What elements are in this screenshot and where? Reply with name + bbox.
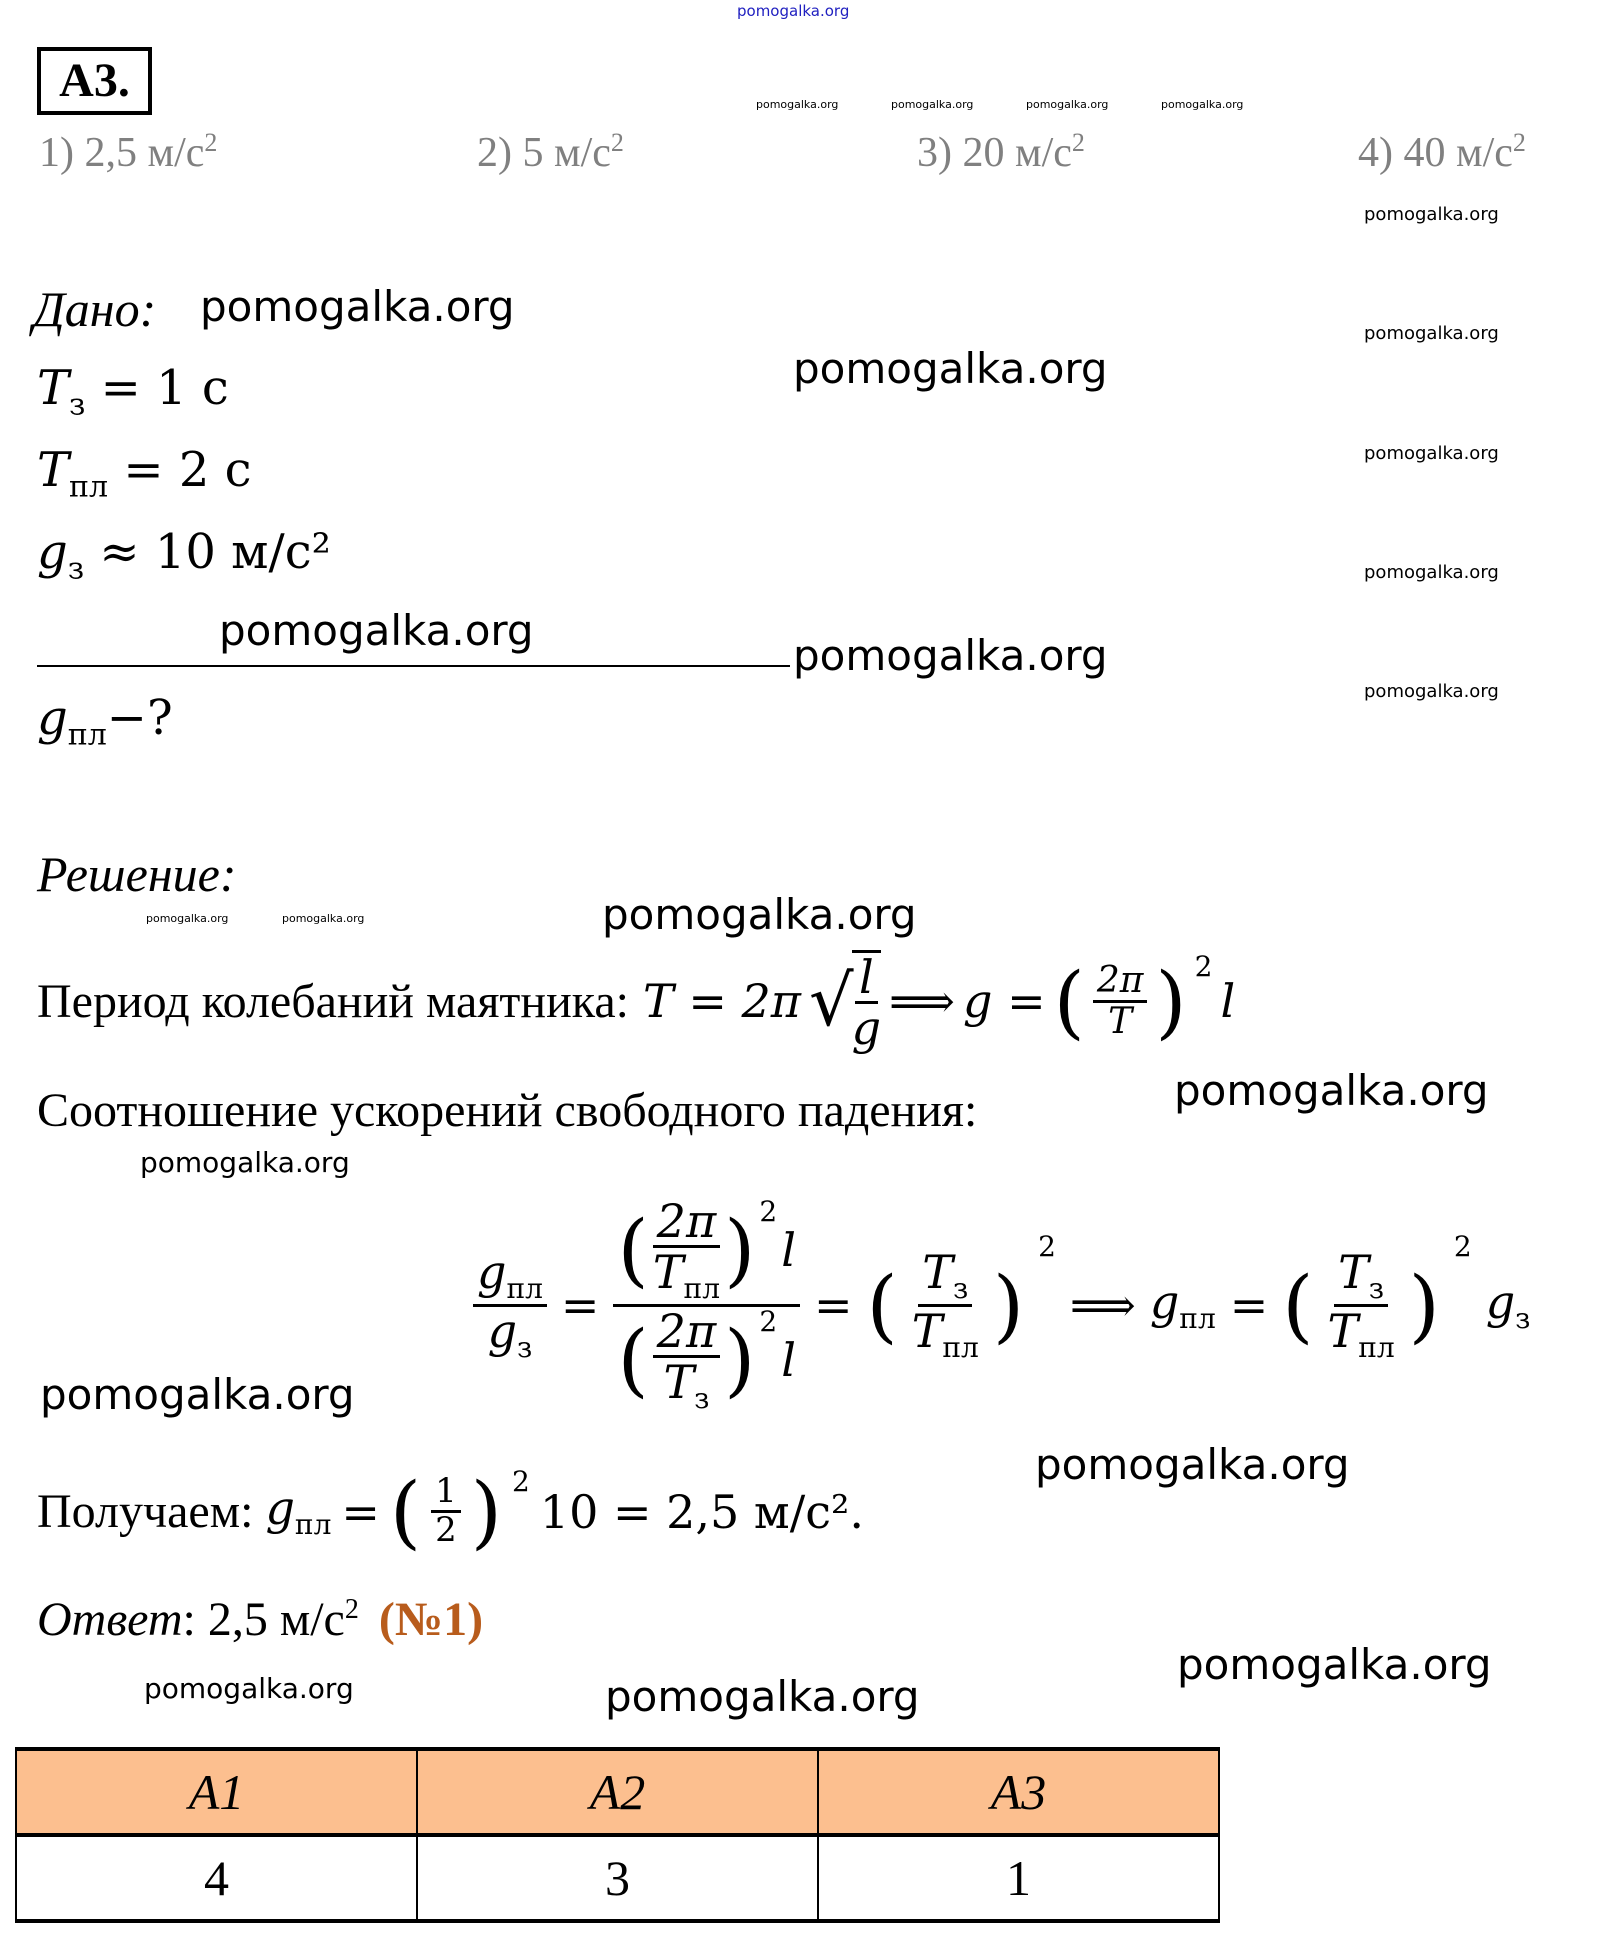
den — [652, 1244, 720, 1306]
find-line — [37, 690, 173, 753]
sub: з — [517, 1330, 533, 1364]
paren: ( — [866, 1258, 898, 1352]
formula-tail: l — [1220, 974, 1236, 1029]
answer-ref: (№1) — [378, 1593, 484, 1646]
result-label: Получаем: — [37, 1485, 254, 1538]
num — [918, 1244, 972, 1307]
paren: ) — [1408, 1258, 1440, 1352]
watermark: pomogalka.org — [200, 282, 515, 331]
value: ≈ 10 м/с² — [84, 524, 331, 580]
task-label: А3. — [37, 47, 152, 115]
num — [473, 1244, 547, 1307]
num: 2π — [653, 1197, 721, 1248]
sup: 2 — [759, 1194, 778, 1228]
watermark: pomogalka.org — [146, 912, 229, 925]
answer-sup: 2 — [344, 1594, 359, 1625]
implies-arrow: ⟹ — [1069, 1278, 1136, 1332]
formula-g: g = — [963, 974, 1046, 1029]
sub: з — [952, 1272, 969, 1306]
table-cell: 1 — [818, 1835, 1219, 1921]
option-text: 2) 5 м/с — [477, 130, 611, 176]
var: T — [37, 442, 70, 498]
paren: ( — [389, 1465, 422, 1558]
t-ratio — [911, 1244, 979, 1364]
table-cell: 4 — [16, 1835, 417, 1921]
sub: з — [694, 1381, 710, 1415]
sub: пл — [294, 1508, 332, 1542]
result-line — [37, 1465, 864, 1558]
T: T — [922, 1244, 953, 1299]
watermark: pomogalka.org — [1035, 1440, 1350, 1489]
paren: ( — [1053, 954, 1085, 1048]
watermark: pomogalka.org — [1364, 443, 1499, 464]
table-header-row — [16, 1749, 1219, 1835]
period-text: Период колебаний маятника: — [37, 974, 630, 1028]
option-2 — [477, 128, 624, 177]
equals: = — [813, 1278, 853, 1332]
table-header-cell: А2 — [417, 1749, 818, 1835]
den: T — [1108, 1000, 1133, 1042]
den: 2 — [435, 1510, 457, 1550]
watermark: pomogalka.org — [1364, 204, 1499, 225]
T: T — [1327, 1303, 1359, 1358]
paren: ( — [1282, 1258, 1314, 1352]
den: g — [851, 1001, 882, 1056]
sup: 2 — [511, 1465, 530, 1498]
sup: 2 — [759, 1304, 778, 1338]
sub: пл — [67, 717, 107, 753]
option-4 — [1358, 128, 1526, 177]
option-sup: 2 — [1071, 128, 1085, 157]
var: g — [37, 524, 68, 580]
watermark: pomogalka.org — [1364, 323, 1499, 344]
watermark: pomogalka.org — [602, 890, 917, 939]
watermark: pomogalka.org — [1364, 562, 1499, 583]
T: T — [663, 1354, 695, 1409]
g-z — [1486, 1275, 1531, 1335]
result-formula — [265, 1465, 864, 1558]
sqrt-sign: √ — [808, 960, 854, 1043]
option-text: 1) 2,5 м/с — [39, 130, 205, 176]
watermark: pomogalka.org — [891, 98, 974, 111]
g: g — [265, 1481, 295, 1536]
given-heading: Дано: — [33, 281, 157, 337]
half — [431, 1471, 461, 1550]
equals: = — [341, 1484, 380, 1539]
paren: ) — [724, 1203, 756, 1297]
sub: пл — [683, 1272, 720, 1306]
paren: ( — [617, 1203, 649, 1297]
option-3 — [917, 128, 1085, 177]
watermark: pomogalka.org — [793, 344, 1108, 393]
T: T — [652, 1244, 684, 1299]
paren: ) — [470, 1465, 502, 1558]
watermark: pomogalka.org — [1364, 681, 1499, 702]
den — [911, 1303, 979, 1364]
den — [663, 1354, 710, 1415]
sub: пл — [69, 469, 109, 505]
g-pl — [1150, 1275, 1216, 1335]
num: 1 — [431, 1474, 461, 1513]
fraction — [652, 1193, 721, 1306]
paren: ) — [992, 1258, 1025, 1352]
watermark: pomogalka.org — [40, 1370, 355, 1419]
top-watermark: pomogalka.org — [737, 2, 850, 20]
answer-label: Ответ — [37, 1593, 183, 1646]
fraction — [653, 1303, 721, 1415]
sub: пл — [1179, 1302, 1216, 1336]
result-tail: 10 = 2,5 м/с². — [539, 1484, 865, 1539]
watermark: pomogalka.org — [1161, 98, 1244, 111]
period-line — [37, 950, 1236, 1056]
watermark: pomogalka.org — [144, 1672, 354, 1705]
g-pl — [265, 1481, 331, 1541]
sub: пл — [506, 1272, 543, 1306]
sqrt-fraction — [851, 950, 882, 1056]
paren: ( — [617, 1312, 649, 1406]
num: 2π — [1093, 962, 1148, 1003]
ratio-equation — [473, 1180, 1530, 1430]
formula-lhs: T = 2π — [643, 974, 801, 1029]
option-sup: 2 — [1512, 128, 1526, 157]
l: l — [781, 1332, 796, 1387]
watermark: pomogalka.org — [1026, 98, 1109, 111]
num — [613, 1193, 799, 1307]
paren: ) — [1155, 954, 1187, 1048]
given-line — [37, 524, 331, 587]
equals: = — [560, 1278, 600, 1332]
value: −? — [106, 690, 173, 746]
var: g — [37, 690, 68, 746]
table-row — [16, 1835, 1219, 1921]
den — [1327, 1303, 1395, 1364]
num — [1334, 1244, 1388, 1307]
table-cell: 3 — [417, 1835, 818, 1921]
t-ratio — [1327, 1244, 1395, 1364]
watermark: pomogalka.org — [1174, 1066, 1489, 1115]
fraction — [1093, 962, 1148, 1041]
sup: 2 — [1453, 1230, 1472, 1263]
watermark: pomogalka.org — [140, 1146, 350, 1179]
num: 2π — [653, 1307, 721, 1358]
watermark: pomogalka.org — [219, 606, 534, 655]
implies-arrow: ⟹ — [889, 974, 955, 1029]
watermark: pomogalka.org — [605, 1672, 920, 1721]
period-formula — [643, 950, 1236, 1056]
sub: з — [1515, 1302, 1531, 1336]
g: g — [1149, 1274, 1180, 1329]
table-header-cell: А3 — [818, 1749, 1219, 1835]
watermark: pomogalka.org — [1177, 1640, 1492, 1689]
watermark: pomogalka.org — [756, 98, 839, 111]
option-sup: 2 — [204, 128, 218, 157]
option-text: 4) 40 м/с — [1358, 130, 1513, 176]
T: T — [911, 1303, 943, 1358]
option-1 — [39, 128, 217, 177]
sup: 2 — [1038, 1230, 1056, 1263]
sub: з — [1368, 1272, 1385, 1306]
value: = 2 с — [108, 442, 252, 498]
g: g — [487, 1303, 518, 1358]
sub: з — [69, 387, 86, 423]
big-fraction — [613, 1193, 799, 1415]
watermark: pomogalka.org — [282, 912, 365, 925]
value: = 1 с — [85, 360, 229, 416]
answer-line — [37, 1592, 483, 1647]
T: T — [1338, 1244, 1369, 1299]
sup: 2 — [1194, 950, 1213, 983]
sub: пл — [1358, 1330, 1395, 1364]
option-text: 3) 20 м/с — [917, 130, 1072, 176]
g: g — [1485, 1274, 1516, 1329]
given-divider — [37, 665, 790, 667]
l: l — [781, 1222, 796, 1277]
den — [617, 1303, 796, 1415]
sub: з — [67, 551, 85, 587]
g: g — [477, 1244, 507, 1299]
ratio-text: Соотношение ускорений свободного падения: — [37, 1084, 978, 1137]
equals: = — [1229, 1278, 1269, 1332]
watermark: pomogalka.org — [793, 631, 1108, 680]
g-ratio — [473, 1244, 547, 1364]
answer-value: : 2,5 м/с — [182, 1593, 345, 1646]
num: l — [855, 953, 878, 1004]
table-header-cell: А1 — [16, 1749, 417, 1835]
solution-heading: Решение: — [37, 846, 237, 902]
given-line — [37, 360, 229, 423]
var: T — [37, 360, 70, 416]
given-line — [37, 442, 252, 505]
option-sup: 2 — [610, 128, 624, 157]
sub: пл — [942, 1330, 979, 1364]
den — [487, 1303, 533, 1364]
paren: ) — [724, 1312, 756, 1406]
answer-table — [15, 1747, 1220, 1923]
